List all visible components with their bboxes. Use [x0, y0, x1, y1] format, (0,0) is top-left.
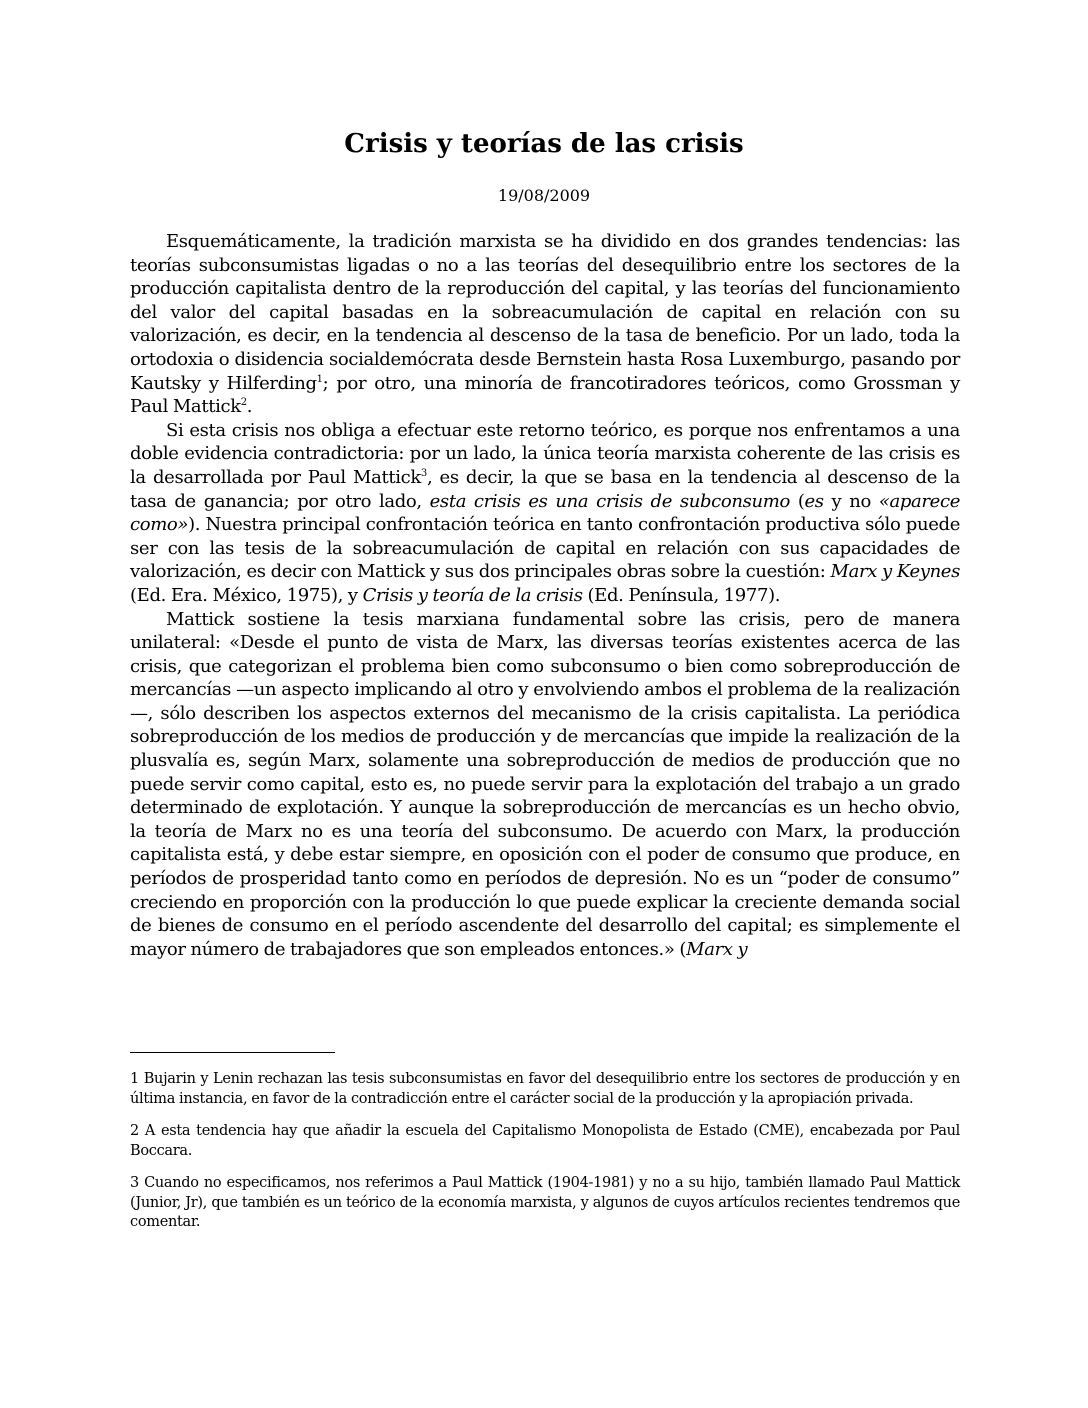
- footnote-divider: [130, 1052, 335, 1053]
- emphasis-text: esta crisis es una crisis de subconsumo: [429, 490, 790, 512]
- footnote-ref-3[interactable]: 3: [420, 467, 427, 479]
- publication-date: 19/08/2009: [497, 186, 591, 205]
- footnote-ref-2[interactable]: 2: [240, 397, 247, 409]
- footnote-text: Bujarin y Lenin rechazan las tesis subconsumistas en favor del desequilibrio entre los sectores de producción y en última instancia, en favor de la contradicción entre el carácter social de la producción y la apropiación privada.: [130, 1071, 961, 1107]
- footnote-text: Cuando no especificamos, nos referimos a Paul Mattick (1904-1981) y no a su hijo, también llamado Paul Mattick (Junior, Jr), que también es un teórico de la economía marxista, y algunos de cuyos artículos recientes tendremos que comentar.: [130, 1175, 960, 1230]
- paragraph-3: Mattick sostiene la tesis marxiana fundamental sobre las crisis, pero de manera unilateral: «Desde el punto de vista de Marx, las diversas teorías existentes acerca de las crisis, que categorizan el problema bien como subconsumo o bien como sobreproducción de mercancías —un aspecto implicando al otro y envolviendo ambos el problema de la realización—, sólo describen los aspectos externos del mecanismo de la crisis capitalista. La periódica sobreproducción de los medios de producción y de mercancías que impide la realización de la plusvalía es, según Marx, solamente una sobreproducción de medios de producción que no puede servir como capital, esto es, no puede servir para la explotación del trabajo a un grado determinado de explotación. Y aunque la sobreproducción de mercancías es un hecho obvio, la teoría de Marx no es una teoría del subconsumo. De acuerdo con Marx, la producción capitalista está, y debe estar siempre, en oposición con el poder de consumo que produce, en períodos de prosperidad tanto como en períodos de depresión. No es un “poder de consumo” creciendo en proporción con la producción lo que puede explicar la creciente demanda social de bienes de consumo en el período ascendente del desarrollo del capital; es simplemente el mayor número de trabajadores que son empleados entonces.» (Marx y: [130, 608, 960, 960]
- footnote-number: 2: [130, 1123, 139, 1139]
- page-title: Crisis y teorías de las crisis: [344, 129, 744, 159]
- emphasis-text: «aparece como»: [130, 490, 961, 536]
- book-title: Marx y Keynes: [830, 561, 960, 583]
- article-body: [130, 230, 960, 961]
- footnote-3: [130, 1174, 960, 1233]
- footnote-2: [130, 1122, 960, 1161]
- paragraph-2: Si esta crisis nos obliga a efectuar este retorno teórico, es porque nos enfrentamos a una doble evidencia contradictoria: por un lado, la única teoría marxista coherente de las crisis es la desarrollada por Paul Mattick$^3$, es decir, la que se basa en la tendencia al descenso de la tasa de ganancia; por otro lado, esta crisis es una crisis de subconsumo (es y no «aparece como»). Nuestra principal confrontación teórica en tanto confrontación productiva sólo puede ser con las tesis de la sobreacumulación de capital en relación con sus capacidades de valorización, es decir con Mattick y sus dos principales obras sobre la cuestión: Marx y Keynes (Ed. Era. México, 1975), y Crisis y teoría de la crisis (Ed. Península, 1977).: [130, 419, 961, 606]
- book-title: Marx y: [686, 938, 748, 960]
- paragraph-1: Esquemáticamente, la tradición marxista se ha dividido en dos grandes tendencias: las teorías subconsumistas ligadas o no a las teorías del desequilibrio entre los sectores de la producción capitalista dentro de la reproducción del capital, y las teorías del funcionamiento del valor del capital basadas en la sobreacumulación de capital en relación con su valorización, es decir, en la tendencia al descenso de la tasa de beneficio. Por un lado, toda la ortodoxia o disidencia socialdemócrata desde Bernstein hasta Rosa Luxemburgo, pasando por Kautsky y Hilferding$^1$; por otro, una minoría de francotiradores teóricos, como Grossman y Paul Mattick$^2$.: [130, 231, 960, 418]
- book-title: Crisis y teoría de la crisis: [362, 584, 583, 606]
- emphasis-text: es: [804, 490, 824, 512]
- footnote-number: 1: [130, 1071, 139, 1087]
- footnote-text: A esta tendencia hay que añadir la escuela del Capitalismo Monopolista de Estado (CME), encabezada por Paul Boccara.: [130, 1123, 960, 1159]
- footnote-ref-1[interactable]: 1: [316, 373, 323, 385]
- footnote-number: 3: [130, 1175, 139, 1191]
- footnotes: [130, 1070, 960, 1246]
- footnote-1: [130, 1070, 960, 1109]
